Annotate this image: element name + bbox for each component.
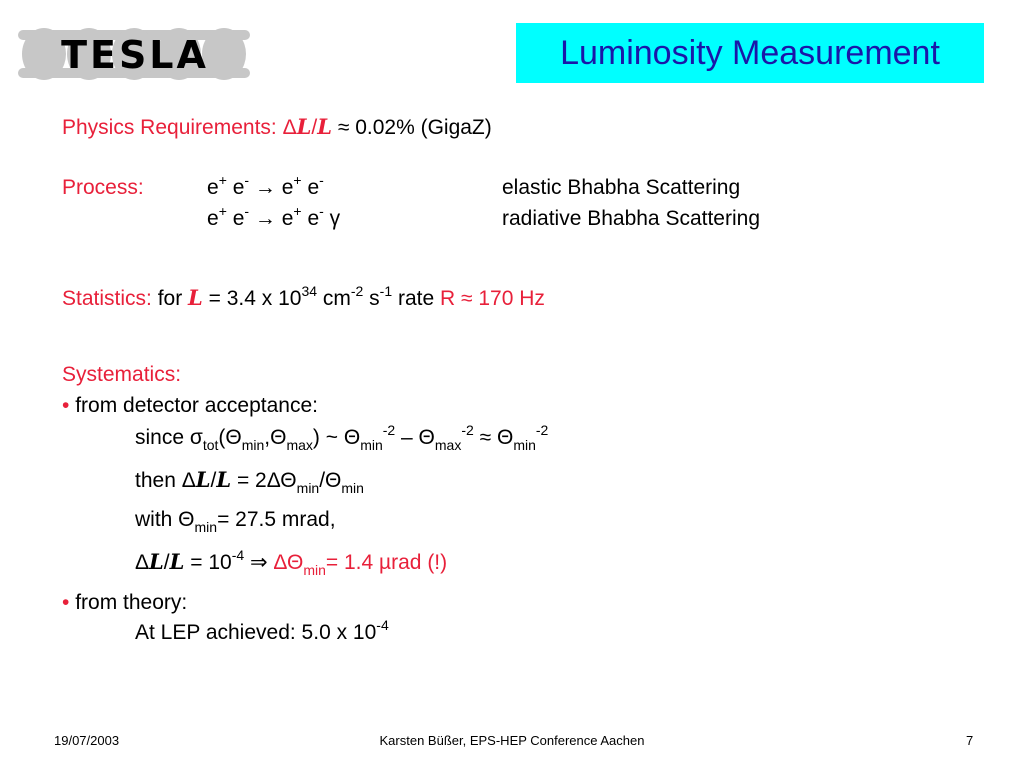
dl-L1: L (149, 549, 164, 574)
physics-value: ≈ 0.02% (GigaZ) (337, 116, 492, 139)
delta-l-line (135, 547, 447, 579)
r2-e2: e (226, 207, 245, 230)
physics-label: Physics Requirements: (62, 116, 277, 139)
r2-sup4: - (319, 203, 324, 219)
statistics-s-exp: -1 (379, 283, 393, 299)
then-min2: min (341, 480, 364, 496)
then-slash: / (210, 469, 217, 492)
dl-eq: = 10 (184, 551, 232, 574)
r2-e1: e (207, 207, 219, 230)
statistics-for: for (151, 287, 189, 310)
title-box (516, 23, 984, 83)
physics-L1: L (296, 114, 312, 139)
r1-sup3: + (293, 172, 302, 188)
then-L1: L (195, 467, 211, 492)
since-comma: ,Θ (264, 426, 287, 449)
r2-gamma: γ (323, 207, 341, 230)
theory-text: from theory: (69, 591, 188, 614)
slide-title: Luminosity Measurement (560, 33, 940, 72)
r2-arrow: → e (249, 207, 294, 230)
r1-arrow: → e (249, 176, 294, 199)
process-reaction-1 (207, 173, 324, 204)
since-approx: ≈ Θ (473, 426, 514, 449)
tesla-logo (14, 12, 256, 96)
lep-line (135, 618, 389, 649)
dl-implies: ⇒ (244, 551, 274, 574)
r1-e2: e (226, 176, 245, 199)
then-text: then Δ (135, 469, 196, 492)
since-min1: min (241, 437, 265, 453)
r1-sup4: - (319, 172, 324, 188)
r2-sup3: + (293, 203, 302, 219)
statistics-cm-exp: -2 (350, 283, 364, 299)
r1-sup1: + (218, 172, 227, 188)
process-desc-1: elastic Bhabha Scattering (502, 176, 741, 199)
dl-min: min (303, 562, 326, 578)
since-text: since σ (135, 426, 203, 449)
statistics-eq: = 3.4 x 10 (202, 287, 302, 310)
systematics-label: Systematics: (62, 363, 182, 386)
with-eq: = 27.5 mrad, (217, 508, 336, 531)
then-min1: min (296, 480, 320, 496)
footer-author: Karsten Büßer, EPS-HEP Conference Aachen (379, 733, 645, 748)
bullet-2: • (62, 591, 70, 614)
r2-e4: e (301, 207, 320, 230)
dl-exp: -4 (231, 547, 245, 563)
since-exp3: -2 (535, 422, 549, 438)
since-exp1: -2 (382, 422, 396, 438)
since-min2: min (360, 437, 383, 453)
dl-delta: Δ (135, 551, 150, 574)
footer-page-number: 7 (966, 733, 974, 748)
process-desc-2: radiative Bhabha Scattering (502, 207, 760, 230)
statistics-exp: 34 (301, 283, 318, 299)
r2-sup1: + (218, 203, 227, 219)
physics-slash: / (311, 116, 318, 139)
dl-L2: L (169, 549, 185, 574)
r1-sup2: - (244, 172, 250, 188)
process-label: Process: (62, 176, 144, 199)
since-min3: min (513, 437, 536, 453)
since-max2: max (434, 437, 462, 453)
since-exp2: -2 (461, 422, 474, 438)
bullet-1: • (62, 394, 70, 417)
since-tot: tot (202, 437, 219, 453)
with-line (135, 505, 336, 536)
dl-slash: / (163, 551, 170, 574)
statistics-label: Statistics: (62, 287, 152, 310)
physics-requirements-line (62, 112, 492, 143)
lep-text: At LEP achieved: 5.0 x 10 (135, 621, 377, 644)
since-max1: max (286, 437, 313, 453)
lep-exp: -4 (376, 617, 389, 633)
then-eq: = 2ΔΘ (231, 469, 297, 492)
then-div: /Θ (319, 469, 342, 492)
since-minus: – Θ (395, 426, 435, 449)
dl-dtheta: ΔΘ (273, 551, 304, 574)
acceptance-text: from detector acceptance: (69, 394, 318, 417)
physics-delta: Δ (282, 116, 297, 139)
physics-L2: L (317, 114, 332, 139)
r2-sup2: - (244, 203, 250, 219)
tesla-logo-graphic (14, 12, 256, 96)
process-reaction-2 (207, 204, 340, 235)
statistics-R: R ≈ 170 Hz (439, 287, 545, 310)
r1-e4: e (301, 176, 320, 199)
dl-dtheta-val: = 1.4 µrad (!) (325, 551, 448, 574)
systematics-theory (62, 588, 187, 618)
systematics-acceptance (62, 391, 318, 421)
with-min: min (194, 519, 218, 535)
with-text: with Θ (135, 508, 195, 531)
statistics-line (62, 283, 545, 315)
since-close: ) ~ Θ (312, 426, 361, 449)
statistics-cm: cm (317, 287, 351, 310)
since-line (135, 423, 548, 454)
footer-date: 19/07/2003 (54, 733, 120, 748)
then-line (135, 465, 364, 497)
then-L2: L (216, 467, 232, 492)
logo-text: TESLA (61, 33, 209, 77)
statistics-s: s (363, 287, 380, 310)
statistics-rate: rate (392, 287, 440, 310)
r1-e1: e (207, 176, 219, 199)
statistics-L: L (188, 285, 203, 310)
since-open: (Θ (218, 426, 242, 449)
